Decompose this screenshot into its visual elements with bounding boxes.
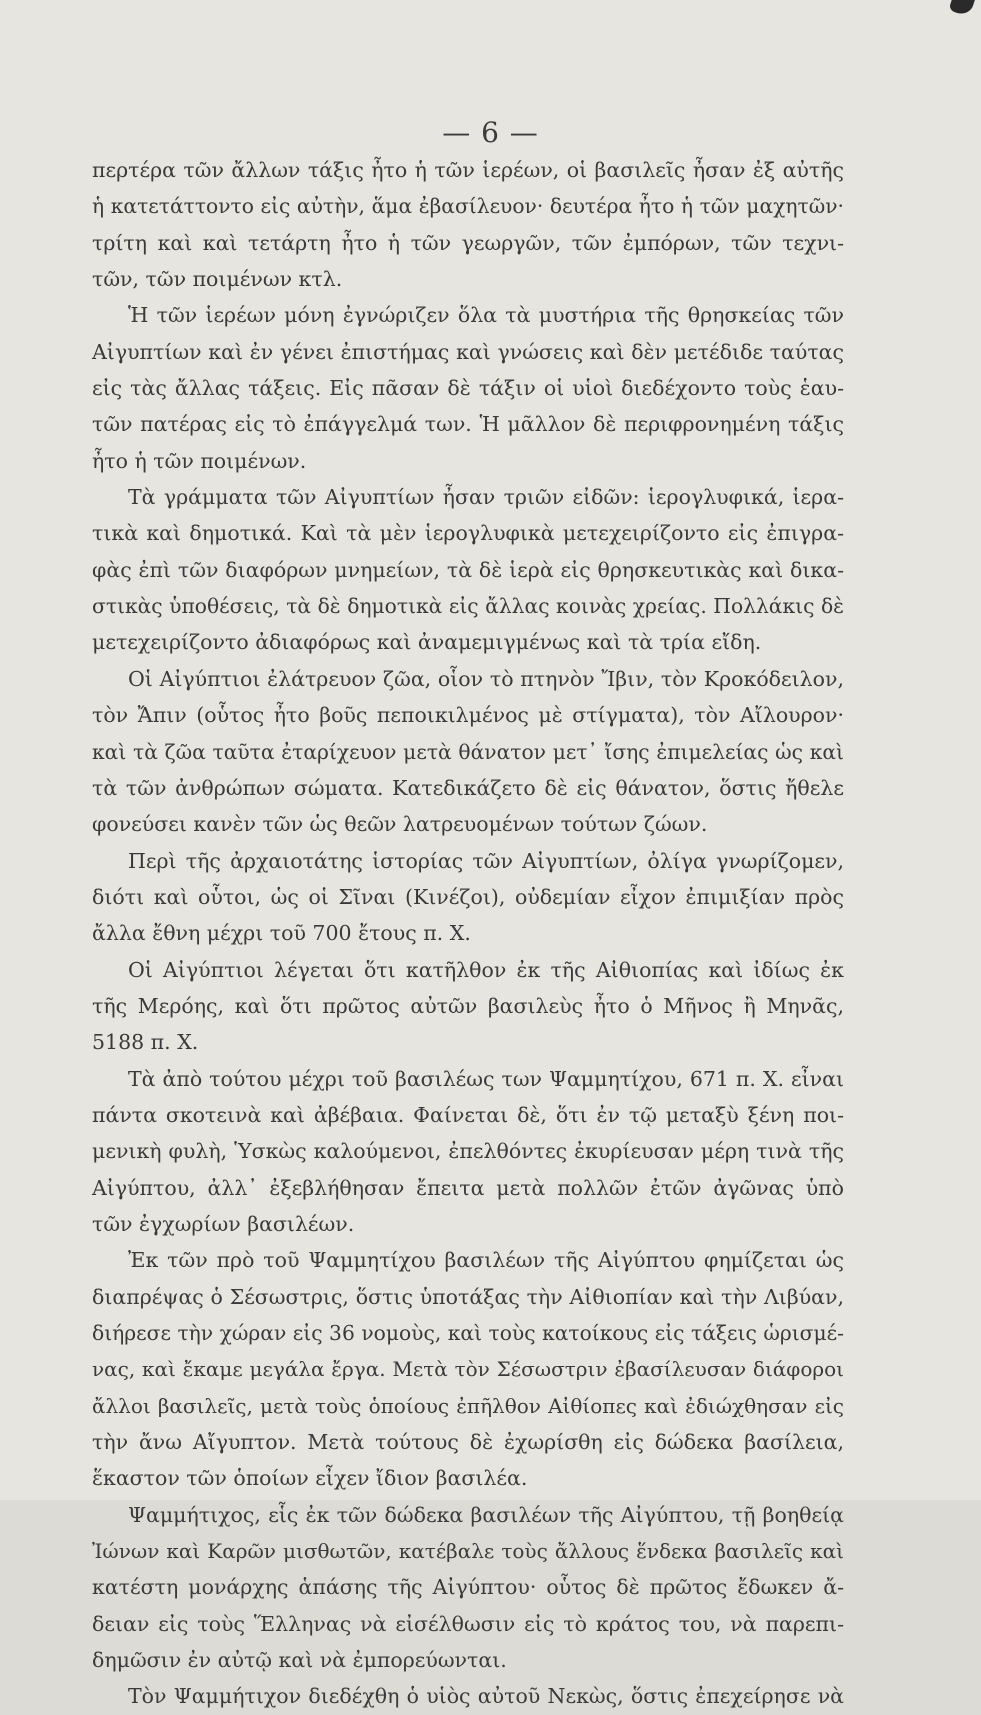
text-line: Τὰ γράμματα τῶν Αἰγυπτίων ἦσαν τριῶν εἰδῶν: ἱερογλυφικά, ἱερα-: [128, 485, 844, 510]
text-line: Ψαμμήτιχος, εἷς ἐκ τῶν δώδεκα βασιλέων τῆς Αἰγύπτου, τῇ βοηθείᾳ: [128, 1502, 844, 1527]
text-line: διήρεσε τὴν χώραν εἰς 36 νομοὺς, καὶ τοὺς κατοίκους εἰς τάξεις ὡρισμέ-: [92, 1321, 844, 1345]
text-line: ἡ κατετάττοντο εἰς αὐτὴν, ἅμα ἐβασίλευον· δευτέρα ἦτο ἡ τῶν μαχητῶν·: [92, 194, 844, 219]
text-line: Ἡ τῶν ἱερέων μόνη ἐγνώριζεν ὅλα τὰ μυστήρια τῆς θρησκείας τῶν: [128, 303, 844, 328]
text-line: εἰς τὰς ἄλλας τάξεις. Εἰς πᾶσαν δὲ τάξιν οἱ υἱοὶ διεδέχοντο τοὺς ἑαυ-: [92, 376, 844, 401]
text-line: νας, καὶ ἔκαμε μεγάλα ἔργα. Μετὰ τὸν Σέσωστριν ἐβασίλευσαν διάφοροι: [92, 1357, 844, 1382]
text-line: ἦτο ἡ τῶν ποιμένων.: [92, 448, 307, 473]
ink-blot: [948, 0, 975, 17]
text-line: Ἰώνων καὶ Καρῶν μισθωτῶν, κατέβαλε τοὺς ἄλλους ἕνδεκα βασιλεῖς καὶ: [92, 1539, 844, 1564]
text-line: καὶ τὰ ζῶα ταῦτα ἐταρίχευον μετὰ θάνατον μετ᾽ ἴσης ἐπιμελείας ὡς καὶ: [92, 739, 844, 764]
text-line: περτέρα τῶν ἄλλων τάξις ἦτο ἡ τῶν ἱερέων, οἱ βασιλεῖς ἦσαν ἐξ αὐτῆς: [92, 158, 844, 182]
text-line: διότι καὶ οὗτοι, ὡς οἱ Σῖναι (Κινέζοι), οὐδεμίαν εἶχον ἐπιμιξίαν πρὸς: [92, 884, 844, 909]
text-line: Περὶ τῆς ἀρχαιοτάτης ἱστορίας τῶν Αἰγυπτίων, ὀλίγα γνωρίζομεν,: [128, 848, 844, 873]
text-line: 5188 π. Χ.: [92, 1030, 199, 1055]
text-line: Αἰγύπτου, ἀλλ᾽ ἐξεβλήθησαν ἔπειτα μετὰ πολλῶν ἐτῶν ἀγῶνας ὑπὸ: [92, 1175, 844, 1200]
text-line: φονεύσει κανὲν τῶν ὡς θεῶν λατρευομένων τούτων ζώων.: [92, 812, 708, 837]
text-line: δειαν εἰς τοὺς Ἕλληνας νὰ εἰσέλθωσιν εἰς τὸ κράτος του, νὰ παρεπι-: [92, 1611, 844, 1636]
text-line: τῶν πατέρας εἰς τὸ ἐπάγγελμά των. Ἡ μᾶλλον δὲ περιφρονημένη τάξις: [92, 412, 844, 437]
text-line: τῶν, τῶν ποιμένων κτλ.: [92, 267, 343, 292]
text-line: Αἰγυπτίων καὶ ἐν γένει ἐπιστήμας καὶ γνώσεις καὶ δὲν μετέδιδε ταύτας: [92, 339, 844, 364]
text-line: μετεχειρίζοντο ἀδιαφόρως καὶ ἀναμεμιγμένως καὶ τὰ τρία εἴδη.: [92, 630, 762, 655]
text-line: ἕκαστον τῶν ὁποίων εἶχεν ἴδιον βασιλέα.: [92, 1466, 528, 1491]
text-line: μενικὴ φυλὴ, Ὑσκὼς καλούμενοι, ἐπελθόντες ἐκυρίευσαν μέρη τινὰ τῆς: [92, 1139, 844, 1164]
text-line: στικὰς ὑποθέσεις, τὰ δὲ δημοτικὰ εἰς ἄλλας κοινὰς χρείας. Πολλάκις δὲ: [92, 594, 844, 619]
text-line: τικὰ καὶ δημοτικά. Καὶ τὰ μὲν ἱερογλυφικὰ μετεχειρίζοντο εἰς ἐπιγρα-: [92, 521, 844, 546]
text-line: τὴν ἄνω Αἴγυπτον. Μετὰ τούτους δὲ ἐχωρίσθη εἰς δώδεκα βασίλεια,: [92, 1430, 844, 1455]
text-line: φὰς ἐπὶ τῶν διαφόρων μνημείων, τὰ δὲ ἱερὰ εἰς θρησκευτικὰς καὶ δικα-: [92, 557, 844, 582]
text-line: τῆς Μερόης, καὶ ὅτι πρῶτος αὐτῶν βασιλεὺς ἦτο ὁ Μῆνος ἢ Μηνᾶς,: [92, 993, 844, 1018]
text-line: ἄλλα ἔθνη μέχρι τοῦ 700 ἔτους π. Χ.: [92, 921, 471, 946]
text-line: ἄλλοι βασιλεῖς, μετὰ τοὺς ὁποίους ἐπῆλθον Αἰθίοπες καὶ ἐδιώχθησαν εἰς: [92, 1393, 844, 1418]
body-text: [92, 152, 844, 1715]
text-line: τὰ τῶν ἀνθρώπων σώματα. Κατεδικάζετο δὲ εἰς θάνατον, ὅστις ἤθελε: [92, 775, 844, 800]
text-line: Οἱ Αἰγύπτιοι λέγεται ὅτι κατῆλθον ἐκ τῆς Αἰθιοπίας καὶ ἰδίως ἐκ: [128, 957, 844, 982]
text-line: πάντα σκοτεινὰ καὶ ἀβέβαια. Φαίνεται δὲ, ὅτι ἐν τῷ μεταξὺ ξένη ποι-: [92, 1102, 844, 1127]
page-number: — 6 —: [442, 116, 539, 149]
text-line: τρίτη καὶ καὶ τετάρτη ἦτο ἡ τῶν γεωργῶν, τῶν ἐμπόρων, τῶν τεχνι-: [92, 230, 844, 255]
text-line: τὸν Ἄπιν (οὗτος ἦτο βοῦς πεποικιλμένος μὲ στίγματα), τὸν Αἴλουρον·: [92, 703, 844, 728]
text-line: τῶν ἐγχωρίων βασιλέων.: [92, 1211, 355, 1236]
text-line: κατέστη μονάρχης ἁπάσης τῆς Αἰγύπτου· οὗτος δὲ πρῶτος ἔδωκεν ἄ-: [92, 1575, 844, 1600]
text-line: Οἱ Αἰγύπτιοι ἐλάτρευον ζῶα, οἷον τὸ πτηνὸν Ἴβιν, τὸν Κροκόδειλον,: [128, 666, 844, 691]
text-line: Τὸν Ψαμμήτιχον διεδέχθη ὁ υἱὸς αὐτοῦ Νεκὼς, ὅστις ἐπεχείρησε νὰ: [128, 1684, 844, 1709]
text-line: δημῶσιν ἐν αὐτῷ καὶ νὰ ἐμπορεύωνται.: [92, 1648, 507, 1673]
text-line: Τὰ ἀπὸ τούτου μέχρι τοῦ βασιλέως των Ψαμμητίχου, 671 π. Χ. εἶναι: [128, 1066, 844, 1091]
text-line: Ἐκ τῶν πρὸ τοῦ Ψαμμητίχου βασιλέων τῆς Αἰγύπτου φημίζεται ὡς: [128, 1248, 844, 1273]
text-line: διαπρέψας ὁ Σέσωστρις, ὅστις ὑποτάξας τὴν Αἰθιοπίαν καὶ τὴν Λιβύαν,: [92, 1284, 844, 1309]
